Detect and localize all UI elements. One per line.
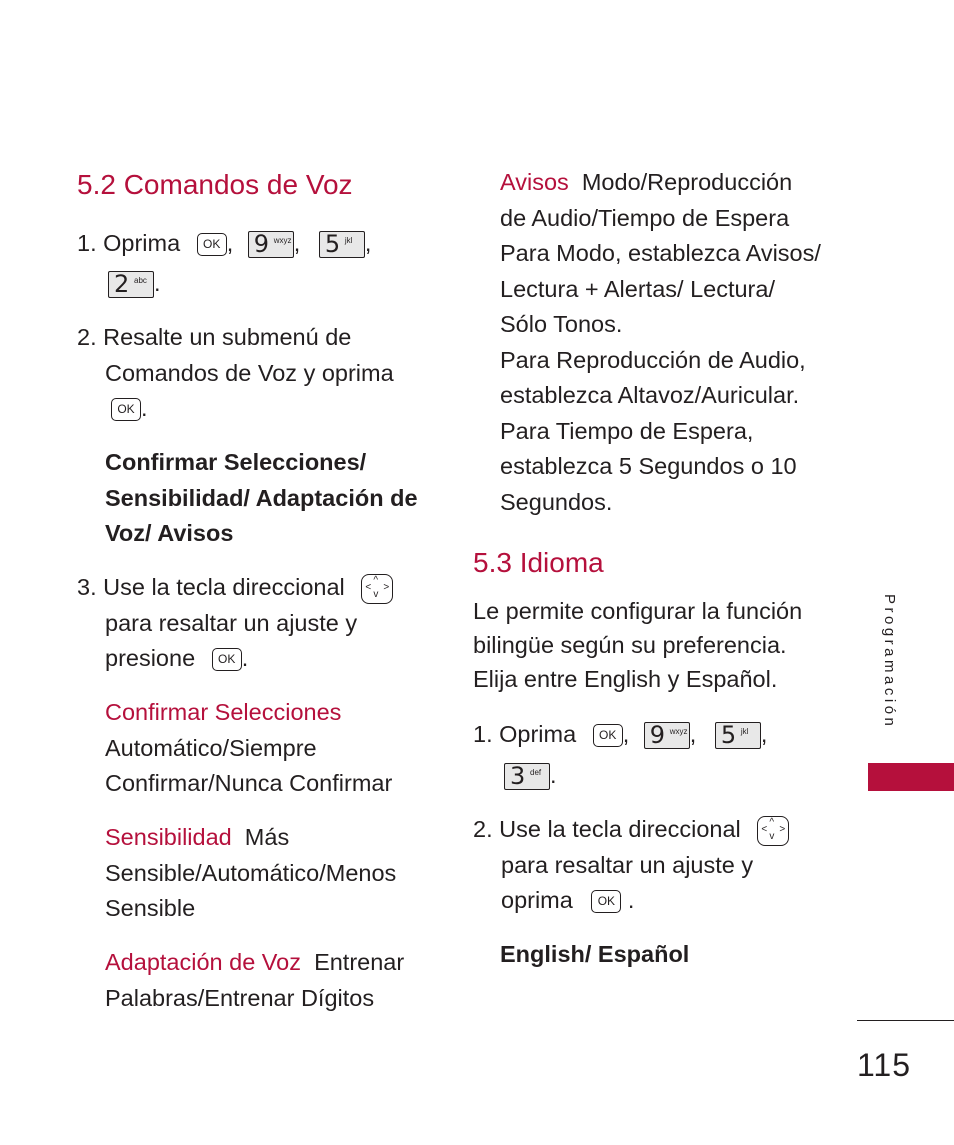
ok-key-icon: OK <box>591 890 621 913</box>
page-number: 115 <box>857 1047 912 1083</box>
comma: , <box>760 721 768 747</box>
step-text: 1. Oprima <box>77 230 181 256</box>
step-2-voice-commands: 2. Resalte un submenú de Comandos de Voz y oprima OK . <box>77 324 394 421</box>
language-intro: Le permite configurar la función bilingüe según su preferencia. Elija entre English y Español. <box>473 598 803 692</box>
section-side-label: Programación <box>881 594 898 730</box>
step-1-voice-commands <box>77 226 371 262</box>
confirm-selections-label: Confirmar Selecciones <box>105 699 342 725</box>
comma: , <box>364 230 372 256</box>
ok-key-icon: OK <box>197 233 227 256</box>
section-tab-marker <box>868 763 954 791</box>
step-1-language: 1. Oprima OK , 9 wxyz , 5 jkl , <box>473 721 768 750</box>
comma: , <box>622 721 630 747</box>
period: . <box>550 762 557 788</box>
navigation-key-icon: ^ v < > <box>361 574 393 604</box>
nine-key-icon: 9 wxyz <box>248 231 294 258</box>
confirm-selections-description: Confirmar Selecciones Automático/Siempre Confirmar/Nunca Confirmar <box>105 695 392 802</box>
alerts-label: Avisos <box>500 169 569 195</box>
comma: , <box>689 721 697 747</box>
voice-command-options: Confirmar Selecciones/ Sensibilidad/ Adaptación de Voz/ Avisos <box>105 449 418 546</box>
step-1-continued <box>108 266 161 302</box>
step-3-voice-commands: 3. Use la tecla direccional ^ v < > para resaltar un ajuste y presione OK . <box>77 570 393 677</box>
step-1-language-continued <box>504 758 557 794</box>
nine-key-icon: 9 wxyz <box>644 722 690 749</box>
two-key-icon: 2 abc <box>108 271 154 298</box>
navigation-key-icon: ^ v < > <box>757 816 789 846</box>
ok-key-icon: OK <box>212 648 242 671</box>
language-options: English/ Español <box>500 941 690 967</box>
ok-key-icon: OK <box>593 724 623 747</box>
step-2-language: 2. Use la tecla direccional ^ v < > para resaltar un ajuste y oprima OK . <box>473 812 789 919</box>
section-heading-language: 5.3 Idioma <box>473 547 604 578</box>
three-key-icon: 3 def <box>504 763 550 790</box>
alerts-description: Avisos Modo/Reproducción de Audio/Tiempo de Espera Para Modo, establezca Avisos/ Lectura + Alertas/ Lectura/ Sólo Tonos. Para Reproducción de Audio, establezca Altavoz/Auricular. Para Tiempo de Espera, establezca 5 Segundos o 10 Segundos. <box>500 169 821 515</box>
five-key-icon: 5 jkl <box>319 231 365 258</box>
voice-adaptation-label: Adaptación de Voz <box>105 949 301 975</box>
five-key-icon: 5 jkl <box>715 722 761 749</box>
footer-divider <box>857 1020 954 1021</box>
voice-adaptation-description: Adaptación de Voz Entrenar Palabras/Entrenar Dígitos <box>105 949 405 1011</box>
comma: , <box>293 230 301 256</box>
sensitivity-label: Sensibilidad <box>105 824 232 850</box>
period: . <box>154 270 161 296</box>
comma: , <box>226 230 234 256</box>
sensitivity-description: Sensibilidad Más Sensible/Automático/Menos Sensible <box>105 824 397 921</box>
ok-key-icon: OK <box>111 398 141 421</box>
section-heading-voice-commands: 5.2 Comandos de Voz <box>77 169 353 200</box>
